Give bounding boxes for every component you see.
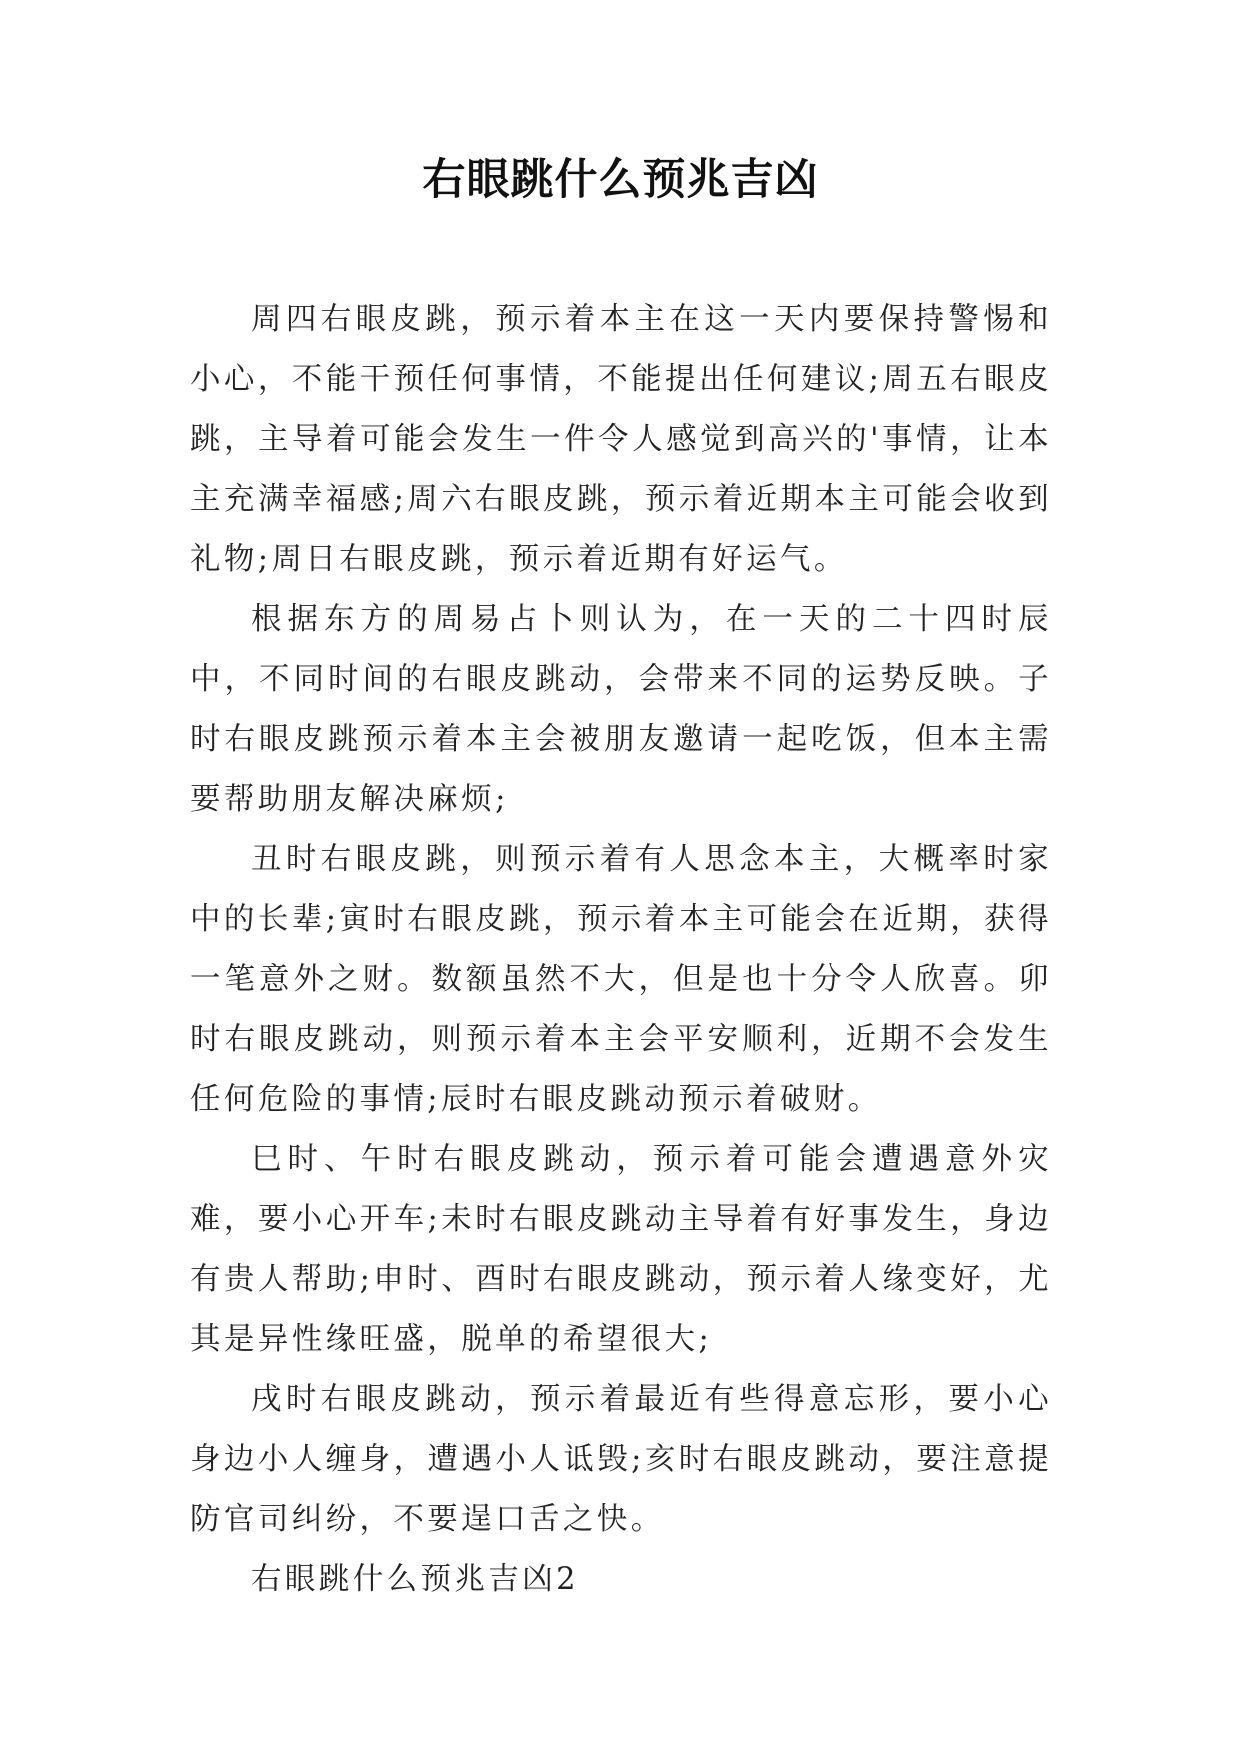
paragraph-si-you: 巳时、午时右眼皮跳动，预示着可能会遭遇意外灾难，要小心开车;未时右眼皮跳动主导着有好事发生，身边有贵人帮助;申时、酉时右眼皮跳动，预示着人缘变好，尤其是异性缘旺盛，脱单的希望很大; — [190, 1142, 1052, 1357]
paragraph-zhouyi: 根据东方的周易占卜则认为，在一天的二十四时辰中，不同时间的右眼皮跳动，会带来不同的运势反映。子时右眼皮跳预示着本主会被朋友邀请一起吃饭，但本主需要帮助朋友解决麻烦; — [190, 602, 1052, 817]
document-body — [190, 290, 1052, 1610]
paragraph-weekday: 周四右眼皮跳，预示着本主在这一天内要保持警惕和小心，不能干预任何事情，不能提出任何建议;周五右眼皮跳，主导着可能会发生一件令人感觉到高兴的'事情，让本主充满幸福感;周六右眼皮跳，预示着近期本主可能会收到礼物;周日右眼皮跳，预示着近期有好运气。 — [190, 302, 1052, 577]
paragraph-section-heading: 右眼跳什么预兆吉凶2 — [251, 1562, 579, 1597]
paragraph-chou-chen: 丑时右眼皮跳，则预示着有人思念本主，大概率时家中的长辈;寅时右眼皮跳，预示着本主可能会在近期，获得一笔意外之财。数额虽然不大，但是也十分令人欣喜。卯时右眼皮跳动，则预示着本主会平安顺利，近期不会发生任何危险的事情;辰时右眼皮跳动预示着破财。 — [190, 842, 1052, 1117]
document-title: 右眼跳什么预兆吉凶 — [422, 155, 819, 205]
paragraph-xu-hai: 戌时右眼皮跳动，预示着最近有些得意忘形，要小心身边小人缠身，遭遇小人诋毁;亥时右眼皮跳动，要注意提防官司纠纷，不要逞口舌之快。 — [190, 1382, 1052, 1537]
